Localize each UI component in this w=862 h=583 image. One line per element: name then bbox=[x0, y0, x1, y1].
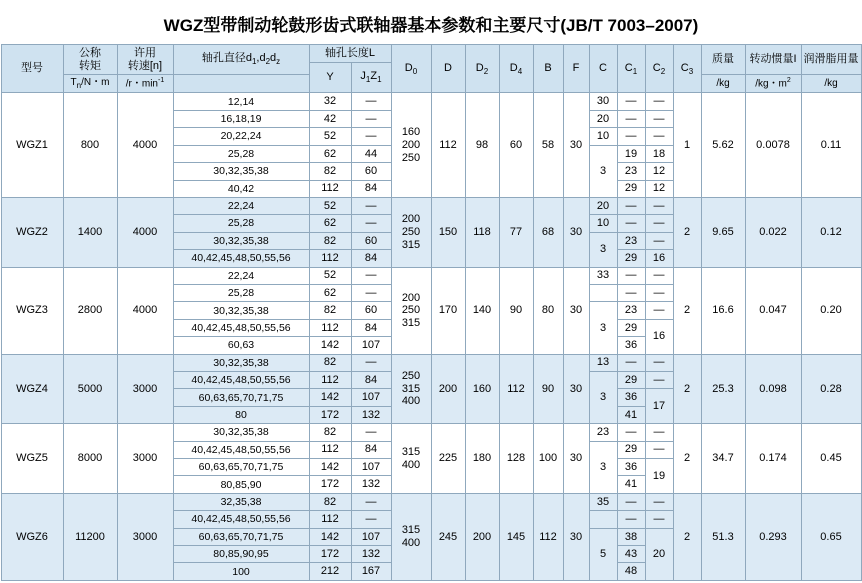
cell-c2: — bbox=[645, 128, 673, 145]
cell-bore: 25,28 bbox=[173, 215, 309, 232]
th-grease: 润滑脂用量 bbox=[801, 45, 861, 75]
cell-c: 10 bbox=[589, 128, 617, 145]
cell-model: WGZ1 bbox=[1, 93, 63, 197]
cell-bore: 32,35,38 bbox=[173, 493, 309, 510]
th-c1: $C_1$ bbox=[617, 45, 645, 93]
cell-bore: 30,32,35,38 bbox=[173, 232, 309, 249]
table-body bbox=[1, 93, 861, 580]
cell-y: 52 bbox=[309, 267, 351, 284]
cell-b: 80 bbox=[533, 267, 563, 354]
cell-d: 112 bbox=[431, 93, 465, 197]
cell-c1: — bbox=[617, 128, 645, 145]
cell-c1: — bbox=[617, 284, 645, 301]
cell-j1z1: — bbox=[351, 493, 391, 510]
cell-c2: 20 bbox=[645, 528, 673, 580]
cell-j1z1: — bbox=[351, 284, 391, 301]
cell-c1: 36 bbox=[617, 459, 645, 476]
cell-j1z1: 107 bbox=[351, 459, 391, 476]
cell-y: 172 bbox=[309, 546, 351, 563]
cell-c3: 2 bbox=[673, 197, 701, 267]
cell-d0: 315 400 bbox=[391, 424, 431, 494]
cell-c1: — bbox=[617, 354, 645, 371]
cell-j1z1: — bbox=[351, 215, 391, 232]
cell-c2: — bbox=[645, 511, 673, 528]
cell-d0: 200 250 315 bbox=[391, 197, 431, 267]
cell-y: 82 bbox=[309, 424, 351, 441]
cell-y: 142 bbox=[309, 459, 351, 476]
cell-d4: 128 bbox=[499, 424, 533, 494]
cell-c1: 19 bbox=[617, 145, 645, 162]
cell-inertia: 0.098 bbox=[745, 354, 801, 424]
cell-j1z1: 84 bbox=[351, 250, 391, 267]
cell-c1: 23 bbox=[617, 163, 645, 180]
cell-model: WGZ6 bbox=[1, 493, 63, 580]
th-torque bbox=[63, 45, 117, 75]
cell-bore: 22,24 bbox=[173, 197, 309, 214]
cell-c2: — bbox=[645, 493, 673, 510]
cell-y: 62 bbox=[309, 215, 351, 232]
cell-grease: 0.12 bbox=[801, 197, 861, 267]
cell-c2: 16 bbox=[645, 250, 673, 267]
cell-c2: — bbox=[645, 267, 673, 284]
cell-mass: 34.7 bbox=[701, 424, 745, 494]
cell-c1: 36 bbox=[617, 337, 645, 354]
cell-d4: 145 bbox=[499, 493, 533, 580]
cell-j1z1: 107 bbox=[351, 528, 391, 545]
cell-bore: 40,42,45,48,50,55,56 bbox=[173, 371, 309, 388]
cell-d4: 60 bbox=[499, 93, 533, 197]
table-row bbox=[1, 424, 861, 441]
cell-j1z1: 84 bbox=[351, 371, 391, 388]
cell-c1: — bbox=[617, 110, 645, 127]
cell-b: 58 bbox=[533, 93, 563, 197]
cell-bore: 60,63,65,70,71,75 bbox=[173, 459, 309, 476]
th-inertia: 转动惯量I bbox=[745, 45, 801, 75]
cell-c1: 29 bbox=[617, 441, 645, 458]
cell-c2: — bbox=[645, 302, 673, 319]
th-c2: $C_2$ bbox=[645, 45, 673, 93]
cell-mass: 5.62 bbox=[701, 93, 745, 197]
th-bore-length: 轴孔长度L bbox=[309, 45, 391, 63]
cell-speed: 4000 bbox=[117, 267, 173, 354]
th-speed-line2: 转速[n] bbox=[127, 59, 163, 72]
cell-c bbox=[589, 284, 617, 301]
cell-d2: 118 bbox=[465, 197, 499, 267]
cell-bore: 60,63 bbox=[173, 337, 309, 354]
table-row bbox=[1, 267, 861, 284]
cell-j1z1: — bbox=[351, 511, 391, 528]
cell-y: 82 bbox=[309, 163, 351, 180]
th-d4: $D_4$ bbox=[499, 45, 533, 93]
page-title: WGZ型带制动轮鼓形齿式联轴器基本参数和主要尺寸(JB/T 7003–2007) bbox=[163, 16, 699, 35]
cell-bore: 25,28 bbox=[173, 145, 309, 162]
cell-d0: 160 200 250 bbox=[391, 93, 431, 197]
cell-model: WGZ5 bbox=[1, 424, 63, 494]
cell-torque: 2800 bbox=[63, 267, 117, 354]
cell-y: 82 bbox=[309, 493, 351, 510]
cell-j1z1: 60 bbox=[351, 302, 391, 319]
cell-y: 52 bbox=[309, 197, 351, 214]
cell-c: 5 bbox=[589, 528, 617, 580]
cell-y: 82 bbox=[309, 302, 351, 319]
th-d2: $D_2$ bbox=[465, 45, 499, 93]
cell-c1: 23 bbox=[617, 302, 645, 319]
cell-j1z1: 132 bbox=[351, 406, 391, 423]
cell-c2: — bbox=[645, 354, 673, 371]
th-c: C bbox=[589, 45, 617, 93]
cell-inertia: 0.174 bbox=[745, 424, 801, 494]
cell-mass: 51.3 bbox=[701, 493, 745, 580]
cell-j1z1: — bbox=[351, 110, 391, 127]
th-bore-unit bbox=[173, 75, 309, 93]
cell-bore: 16,18,19 bbox=[173, 110, 309, 127]
cell-c: 13 bbox=[589, 354, 617, 371]
cell-c: 23 bbox=[589, 424, 617, 441]
cell-f: 30 bbox=[563, 424, 589, 494]
cell-d4: 112 bbox=[499, 354, 533, 424]
cell-c: 3 bbox=[589, 441, 617, 493]
cell-c1: — bbox=[617, 267, 645, 284]
cell-torque: 800 bbox=[63, 93, 117, 197]
cell-f: 30 bbox=[563, 267, 589, 354]
cell-c2: — bbox=[645, 110, 673, 127]
cell-c2: 19 bbox=[645, 459, 673, 494]
cell-b: 68 bbox=[533, 197, 563, 267]
cell-c3: 2 bbox=[673, 354, 701, 424]
cell-c1: 36 bbox=[617, 389, 645, 406]
cell-j1z1: 107 bbox=[351, 337, 391, 354]
cell-c3: 2 bbox=[673, 493, 701, 580]
cell-y: 112 bbox=[309, 250, 351, 267]
cell-b: 112 bbox=[533, 493, 563, 580]
th-speed-unit: /r・$\min^{-1}$ bbox=[117, 75, 173, 93]
cell-f: 30 bbox=[563, 354, 589, 424]
cell-d2: 140 bbox=[465, 267, 499, 354]
cell-y: 172 bbox=[309, 476, 351, 493]
cell-c1: — bbox=[617, 424, 645, 441]
cell-c2: 18 bbox=[645, 145, 673, 162]
cell-d0: 250 315 400 bbox=[391, 354, 431, 424]
cell-y: 142 bbox=[309, 337, 351, 354]
cell-c: 33 bbox=[589, 267, 617, 284]
cell-j1z1: — bbox=[351, 424, 391, 441]
cell-j1z1: — bbox=[351, 197, 391, 214]
cell-j1z1: — bbox=[351, 354, 391, 371]
cell-j1z1: 84 bbox=[351, 441, 391, 458]
cell-f: 30 bbox=[563, 93, 589, 197]
cell-grease: 0.11 bbox=[801, 93, 861, 197]
cell-b: 90 bbox=[533, 354, 563, 424]
cell-c1: — bbox=[617, 493, 645, 510]
cell-y: 172 bbox=[309, 406, 351, 423]
cell-c3: 2 bbox=[673, 424, 701, 494]
th-d0: $D_0$ bbox=[391, 45, 431, 93]
cell-y: 52 bbox=[309, 128, 351, 145]
cell-bore: 40,42,45,48,50,55,56 bbox=[173, 511, 309, 528]
cell-c: 20 bbox=[589, 197, 617, 214]
cell-c: 30 bbox=[589, 93, 617, 110]
cell-c2: 16 bbox=[645, 319, 673, 354]
cell-bore: 12,14 bbox=[173, 93, 309, 110]
cell-grease: 0.45 bbox=[801, 424, 861, 494]
cell-c: 3 bbox=[589, 371, 617, 423]
cell-y: 142 bbox=[309, 528, 351, 545]
cell-c1: 43 bbox=[617, 546, 645, 563]
cell-speed: 4000 bbox=[117, 93, 173, 197]
cell-c2: — bbox=[645, 424, 673, 441]
cell-model: WGZ3 bbox=[1, 267, 63, 354]
specs-table bbox=[1, 44, 862, 581]
cell-model: WGZ2 bbox=[1, 197, 63, 267]
cell-c1: 38 bbox=[617, 528, 645, 545]
th-mass: 质量 bbox=[701, 45, 745, 75]
cell-j1z1: 44 bbox=[351, 145, 391, 162]
th-d: D bbox=[431, 45, 465, 93]
cell-inertia: 0.0078 bbox=[745, 93, 801, 197]
cell-bore: 80,85,90,95 bbox=[173, 546, 309, 563]
cell-mass: 9.65 bbox=[701, 197, 745, 267]
cell-c: 3 bbox=[589, 145, 617, 197]
cell-d4: 77 bbox=[499, 197, 533, 267]
cell-f: 30 bbox=[563, 493, 589, 580]
cell-c1: — bbox=[617, 215, 645, 232]
cell-c: 3 bbox=[589, 232, 617, 267]
cell-y: 212 bbox=[309, 563, 351, 580]
cell-c1: 29 bbox=[617, 371, 645, 388]
cell-y: 82 bbox=[309, 232, 351, 249]
cell-d2: 98 bbox=[465, 93, 499, 197]
th-inertia-unit: /kg・$m^2$ bbox=[745, 75, 801, 93]
cell-y: 62 bbox=[309, 145, 351, 162]
cell-c: 3 bbox=[589, 302, 617, 354]
cell-torque: 1400 bbox=[63, 197, 117, 267]
th-speed-line1: 许用 bbox=[134, 47, 156, 59]
header-row-1 bbox=[1, 45, 861, 63]
cell-j1z1: — bbox=[351, 267, 391, 284]
th-torque-unit: $T_n/N$・m bbox=[63, 75, 117, 93]
cell-c2: — bbox=[645, 232, 673, 249]
th-y: Y bbox=[309, 62, 351, 93]
cell-c1: — bbox=[617, 93, 645, 110]
th-bore: 轴孔直径$d_1,d_2d_z$ bbox=[173, 45, 309, 75]
cell-d2: 200 bbox=[465, 493, 499, 580]
table-row bbox=[1, 493, 861, 510]
cell-inertia: 0.293 bbox=[745, 493, 801, 580]
cell-c: 35 bbox=[589, 493, 617, 510]
cell-speed: 3000 bbox=[117, 354, 173, 424]
cell-d: 225 bbox=[431, 424, 465, 494]
cell-inertia: 0.047 bbox=[745, 267, 801, 354]
cell-model: WGZ4 bbox=[1, 354, 63, 424]
cell-j1z1: 107 bbox=[351, 389, 391, 406]
cell-c2: — bbox=[645, 441, 673, 458]
cell-y: 112 bbox=[309, 371, 351, 388]
cell-y: 142 bbox=[309, 389, 351, 406]
cell-speed: 3000 bbox=[117, 493, 173, 580]
cell-c bbox=[589, 511, 617, 528]
cell-c3: 2 bbox=[673, 267, 701, 354]
cell-bore: 40,42,45,48,50,55,56 bbox=[173, 250, 309, 267]
cell-d4: 90 bbox=[499, 267, 533, 354]
cell-c3: 1 bbox=[673, 93, 701, 197]
cell-c1: 23 bbox=[617, 232, 645, 249]
th-b: B bbox=[533, 45, 563, 93]
cell-y: 32 bbox=[309, 93, 351, 110]
cell-j1z1: 132 bbox=[351, 546, 391, 563]
cell-c1: — bbox=[617, 197, 645, 214]
cell-d0: 200 250 315 bbox=[391, 267, 431, 354]
cell-bore: 40,42,45,48,50,55,56 bbox=[173, 319, 309, 336]
cell-torque: 11200 bbox=[63, 493, 117, 580]
cell-d: 200 bbox=[431, 354, 465, 424]
table-row bbox=[1, 93, 861, 110]
cell-c1: — bbox=[617, 511, 645, 528]
cell-c2: 17 bbox=[645, 389, 673, 424]
cell-c1: 41 bbox=[617, 406, 645, 423]
cell-d: 170 bbox=[431, 267, 465, 354]
cell-bore: 80,85,90 bbox=[173, 476, 309, 493]
cell-bore: 30,32,35,38 bbox=[173, 354, 309, 371]
cell-d: 150 bbox=[431, 197, 465, 267]
cell-j1z1: 84 bbox=[351, 180, 391, 197]
cell-bore: 20,22,24 bbox=[173, 128, 309, 145]
cell-torque: 5000 bbox=[63, 354, 117, 424]
cell-grease: 0.65 bbox=[801, 493, 861, 580]
th-speed bbox=[117, 45, 173, 75]
cell-c1: 41 bbox=[617, 476, 645, 493]
cell-j1z1: 132 bbox=[351, 476, 391, 493]
cell-y: 62 bbox=[309, 284, 351, 301]
th-mass-unit: /kg bbox=[701, 75, 745, 93]
cell-y: 112 bbox=[309, 441, 351, 458]
th-c3: $C_3$ bbox=[673, 45, 701, 93]
cell-y: 82 bbox=[309, 354, 351, 371]
cell-c2: 12 bbox=[645, 163, 673, 180]
cell-j1z1: 167 bbox=[351, 563, 391, 580]
table-header bbox=[1, 45, 861, 93]
cell-b: 100 bbox=[533, 424, 563, 494]
th-model: 型号 bbox=[1, 45, 63, 93]
cell-j1z1: 60 bbox=[351, 163, 391, 180]
cell-bore: 30,32,35,38 bbox=[173, 424, 309, 441]
th-f: F bbox=[563, 45, 589, 93]
cell-j1z1: — bbox=[351, 128, 391, 145]
th-torque-line1: 公称 bbox=[79, 47, 101, 59]
cell-bore: 22,24 bbox=[173, 267, 309, 284]
table-row bbox=[1, 197, 861, 214]
cell-d0: 315 400 bbox=[391, 493, 431, 580]
cell-d2: 160 bbox=[465, 354, 499, 424]
cell-inertia: 0.022 bbox=[745, 197, 801, 267]
cell-c1: 29 bbox=[617, 319, 645, 336]
cell-f: 30 bbox=[563, 197, 589, 267]
cell-grease: 0.20 bbox=[801, 267, 861, 354]
cell-bore: 100 bbox=[173, 563, 309, 580]
cell-d: 245 bbox=[431, 493, 465, 580]
th-grease-unit: /kg bbox=[801, 75, 861, 93]
cell-bore: 60,63,65,70,71,75 bbox=[173, 389, 309, 406]
cell-mass: 25.3 bbox=[701, 354, 745, 424]
cell-j1z1: — bbox=[351, 93, 391, 110]
cell-speed: 3000 bbox=[117, 424, 173, 494]
cell-bore: 25,28 bbox=[173, 284, 309, 301]
cell-speed: 4000 bbox=[117, 197, 173, 267]
cell-c: 10 bbox=[589, 215, 617, 232]
cell-c2: — bbox=[645, 371, 673, 388]
cell-y: 112 bbox=[309, 511, 351, 528]
cell-j1z1: 84 bbox=[351, 319, 391, 336]
cell-bore: 40,42,45,48,50,55,56 bbox=[173, 441, 309, 458]
cell-y: 42 bbox=[309, 110, 351, 127]
cell-bore: 80 bbox=[173, 406, 309, 423]
cell-grease: 0.28 bbox=[801, 354, 861, 424]
cell-y: 112 bbox=[309, 319, 351, 336]
cell-c2: — bbox=[645, 215, 673, 232]
cell-bore: 30,32,35,38 bbox=[173, 302, 309, 319]
cell-c2: — bbox=[645, 93, 673, 110]
cell-d2: 180 bbox=[465, 424, 499, 494]
cell-c2: 12 bbox=[645, 180, 673, 197]
cell-c1: 29 bbox=[617, 180, 645, 197]
cell-bore: 60,63,65,70,71,75 bbox=[173, 528, 309, 545]
cell-j1z1: 60 bbox=[351, 232, 391, 249]
cell-c1: 29 bbox=[617, 250, 645, 267]
th-j1z1: $J_1Z_1$ bbox=[351, 62, 391, 93]
cell-c2: — bbox=[645, 284, 673, 301]
cell-c1: 48 bbox=[617, 563, 645, 580]
cell-c2: — bbox=[645, 197, 673, 214]
th-torque-line2: 转矩 bbox=[79, 59, 101, 72]
cell-y: 112 bbox=[309, 180, 351, 197]
cell-bore: 30,32,35,38 bbox=[173, 163, 309, 180]
cell-bore: 40,42 bbox=[173, 180, 309, 197]
table-row bbox=[1, 354, 861, 371]
cell-mass: 16.6 bbox=[701, 267, 745, 354]
cell-torque: 8000 bbox=[63, 424, 117, 494]
cell-c: 20 bbox=[589, 110, 617, 127]
